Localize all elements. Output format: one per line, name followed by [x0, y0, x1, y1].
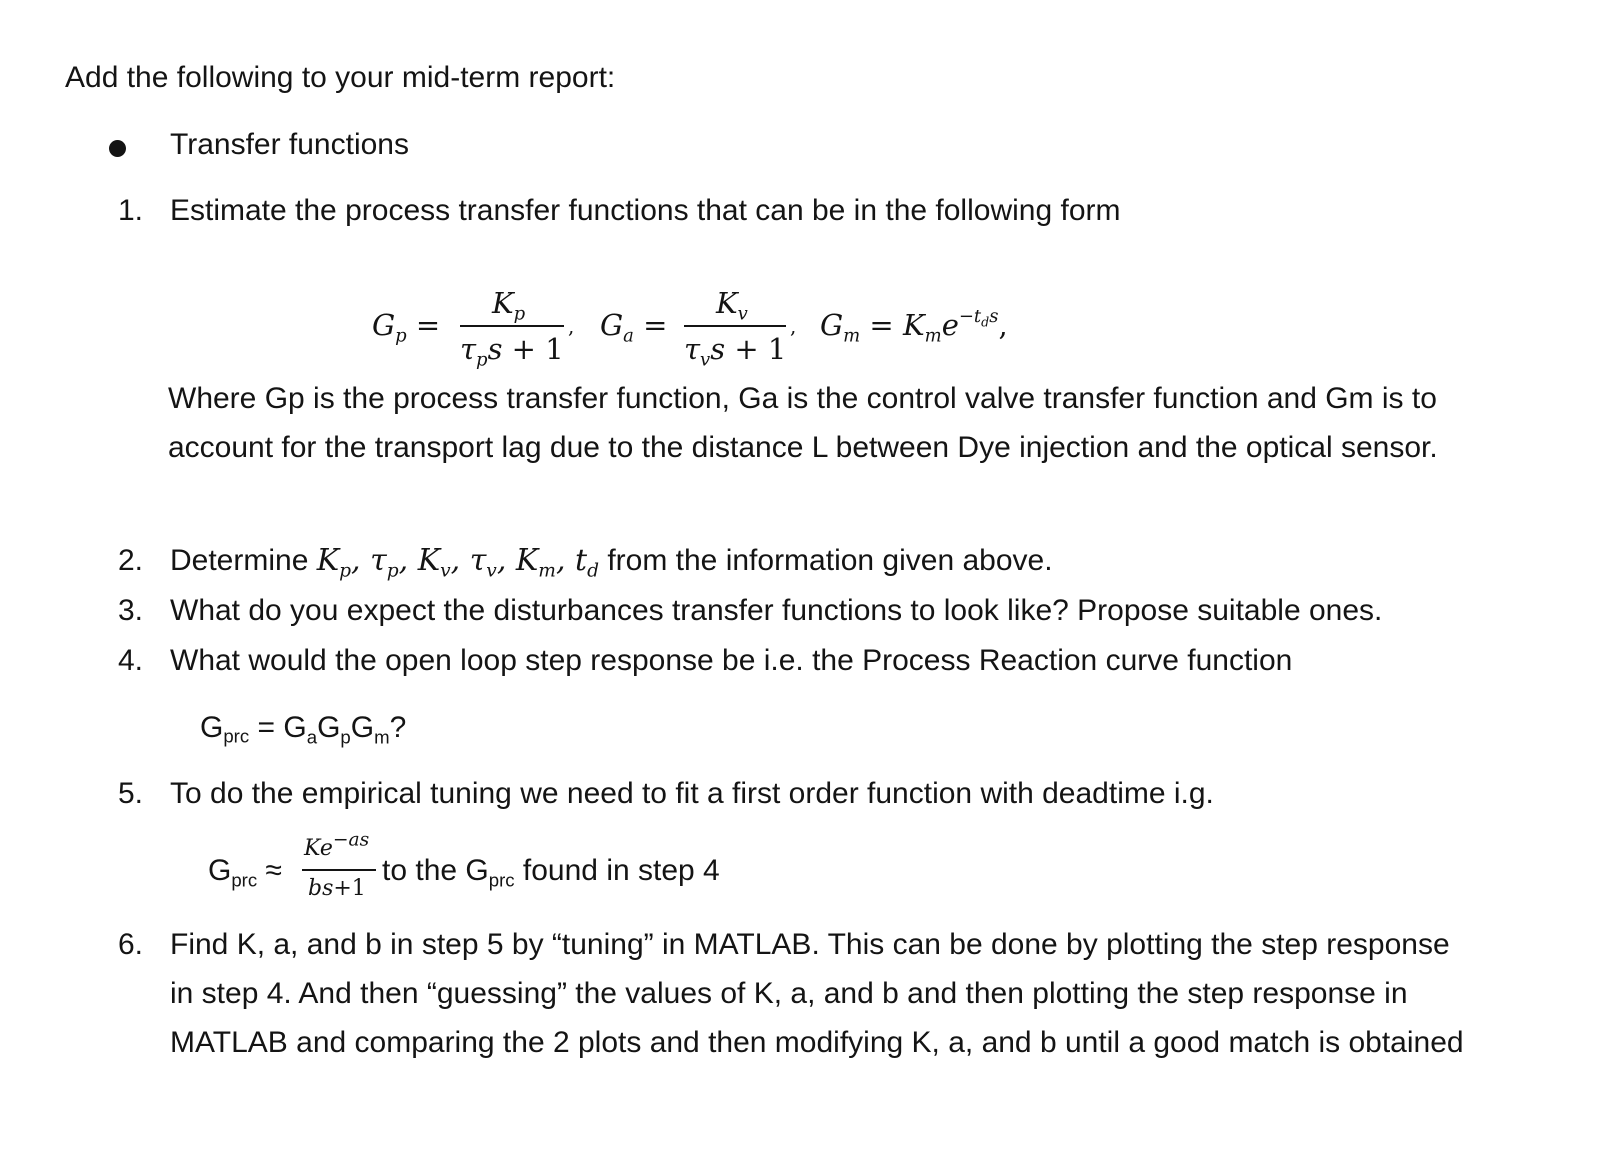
item-text-2 [170, 543, 1053, 582]
intro-text: Add the following to your mid-term report: [65, 61, 616, 94]
eq-gp-numerator: $K_p$ [492, 286, 526, 325]
eq-gp-denominator: $\tau_ps + 1$ [460, 332, 564, 371]
item-text-4: What would the open loop step response be i.e. the Process Reaction curve function [170, 644, 1293, 677]
eq-ga-lhs: $G_a$ = [600, 308, 668, 347]
bullet-dot [109, 140, 126, 157]
fit-lhs: $G_{prc}$ ≈ [208, 854, 282, 891]
item-2-text-after: from the information given above. [598, 544, 1053, 577]
eq-ga-denominator: $\tau_vs + 1$ [684, 332, 787, 371]
item-text-6: Find K, a, and b in step 5 by “tuning” in MATLAB. This can be done by plotting the step response in step 4. And then “guessing” the values of K, a, and b and then plotting the step response in MATLAB and comparing the 2 plots and then modifying K, a, and b until a good match is obtained [170, 928, 1464, 1059]
eq-ga-numerator: $K_v$ [716, 286, 748, 325]
gprc-product-equation: $G_{prc} = G_aG_pG_m$? [200, 711, 407, 748]
fit-denominator: bs+1 [308, 876, 366, 901]
fit-suffix: to the $G_{prc}$ found in step 4 [382, 854, 720, 891]
item-number-1: 1. [118, 194, 144, 227]
eq-comma-2: , [790, 314, 797, 338]
item-number-6: 6. [118, 928, 144, 961]
item-number-4: 4. [118, 644, 144, 677]
item-2-text-before: Determine [170, 544, 317, 577]
eq-gm: $G_m = K_me^{-t_ds}$, [820, 305, 1008, 347]
item-number-3: 3. [118, 594, 144, 627]
item-number-2: 2. [118, 544, 144, 577]
transfer-functions-equation [372, 286, 1052, 371]
eq-comma-1: , [568, 314, 575, 338]
eq-ga-fraction-bar [684, 325, 786, 327]
fit-equation [208, 829, 768, 906]
item-number-5: 5. [118, 777, 144, 810]
item-text-5: To do the empirical tuning we need to fit a first order function with deadtime i.g. [170, 777, 1214, 810]
item-text-1: Estimate the process transfer functions that can be in the following form [170, 194, 1121, 227]
item-2-parameters: $K_p$, $\tau_p$, $K_v$, $\tau_v$, $K_m$, $t_d$ [316, 543, 599, 582]
where-paragraph: Where Gp is the process transfer function, Ga is the control valve transfer function and Gm is to account for the transport lag due to the distance L between Dye injection and the optical sensor. [168, 382, 1438, 464]
eq-gp-lhs: $G_p$ = [372, 308, 441, 347]
fit-numerator: $Ke^{-as}$ [304, 829, 370, 861]
eq-gp-fraction-bar [460, 325, 564, 327]
item-text-3: What do you expect the disturbances transfer functions to look like? Propose suitable ones. [170, 594, 1383, 627]
fit-fraction-bar [302, 869, 376, 871]
bullet-item-text: Transfer functions [170, 128, 409, 161]
